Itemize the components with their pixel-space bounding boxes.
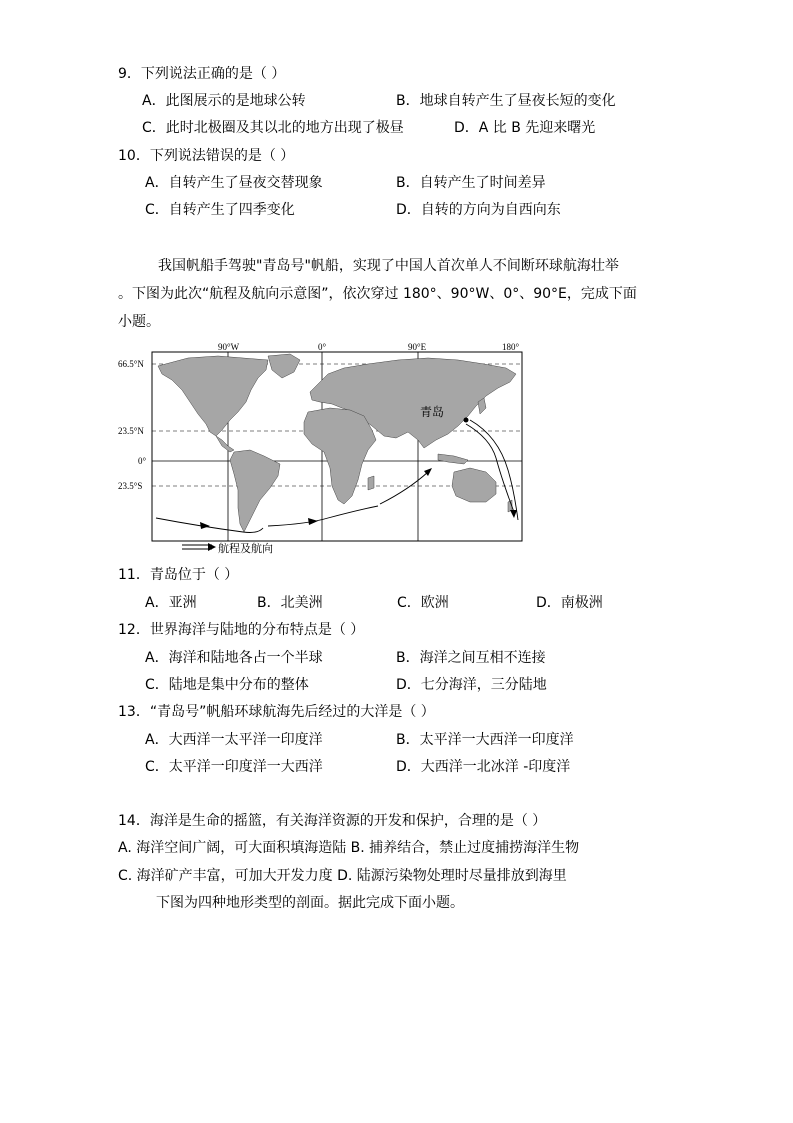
lon-label-0: 0° (318, 342, 327, 352)
intro-line-1: 我国帆船手驾驶"青岛号"帆船，实现了中国人首次单人不间断环球航海壮举 (158, 258, 619, 274)
q9-option-c: C．此时北极圈及其以北的地方出现了极昼 (142, 120, 404, 136)
q11-option-b: B．北美洲 (257, 595, 323, 611)
q13-option-d: D．大西洋一北冰洋 -印度洋 (396, 759, 571, 775)
q9-option-a: A．此图展示的是地球公转 (142, 93, 306, 109)
lat-label-23n: 23.5°N (118, 426, 144, 436)
world-route-map (118, 340, 538, 562)
q12-option-d: D．七分海洋，三分陆地 (396, 677, 547, 693)
q13-option-b: B．太平洋一大西洋一印度洋 (396, 732, 574, 748)
q14-options-ab: A. 海洋空间广阔，可大面积填海造陆 B. 捕养结合，禁止过度捕捞海洋生物 (118, 840, 580, 856)
intro-line-3: 小题。 (118, 314, 160, 330)
q12-option-c: C．陆地是集中分布的整体 (145, 677, 309, 693)
madagascar-land (368, 476, 374, 490)
lon-label-90w: 90°W (218, 342, 240, 352)
q10-stem: 10．下列说法错误的是（ ） (118, 148, 295, 164)
q10-option-b: B．自转产生了时间差异 (396, 175, 546, 191)
q11-option-d: D．南极洲 (536, 595, 603, 611)
q13-stem: 13．“青岛号”帆船环球航海先后经过的大洋是（ ） (118, 704, 435, 720)
q9-option-d: D．A 比 B 先迎来曙光 (454, 120, 596, 136)
q12-stem: 12．世界海洋与陆地的分布特点是（ ） (118, 622, 365, 638)
q14-stem: 14．海洋是生命的摇篮，有关海洋资源的开发和保护，合理的是（ ） (118, 813, 547, 829)
lat-label-23s: 23.5°S (118, 481, 143, 491)
q11-option-a: A．亚洲 (145, 595, 197, 611)
q9-stem: 9．下列说法正确的是（ ） (118, 66, 286, 82)
legend-label: 航程及航向 (218, 542, 273, 555)
intro-line-2: 。下图为此次“航程及航向示意图”，依次穿过 180°、90°W、0°、90°E，完成下面 (118, 286, 637, 302)
q13-option-a: A．大西洋一太平洋一印度洋 (145, 732, 323, 748)
q10-option-c: C．自转产生了四季变化 (145, 202, 295, 218)
qingdao-dot (464, 418, 469, 423)
q11-option-c: C．欧洲 (397, 595, 449, 611)
q11-stem: 11．青岛位于（ ） (118, 567, 239, 583)
q12-option-a: A．海洋和陆地各占一个半球 (145, 650, 323, 666)
q14-options-cd: C. 海洋矿产丰富，可加大开发力度 D. 陆源污染物处理时尽量排放到海里 (118, 868, 567, 884)
q9-option-b: B．地球自转产生了昼夜长短的变化 (396, 93, 616, 109)
lat-label-66n: 66.5°N (118, 359, 144, 369)
q10-option-d: D．自转的方向为自西向东 (396, 202, 561, 218)
lon-label-90e: 90°E (408, 342, 427, 352)
lat-label-0: 0° (138, 456, 147, 466)
q13-option-c: C．太平洋一印度洋一大西洋 (145, 759, 323, 775)
next-section-intro: 下图为四种地形类型的剖面。据此完成下面小题。 (156, 895, 464, 911)
lon-label-180: 180° (502, 342, 520, 352)
map-legend (182, 541, 273, 555)
q12-option-b: B．海洋之间互相不连接 (396, 650, 546, 666)
city-label-qingdao: 青岛 (420, 405, 445, 419)
q10-option-a: A．自转产生了昼夜交替现象 (145, 175, 323, 191)
